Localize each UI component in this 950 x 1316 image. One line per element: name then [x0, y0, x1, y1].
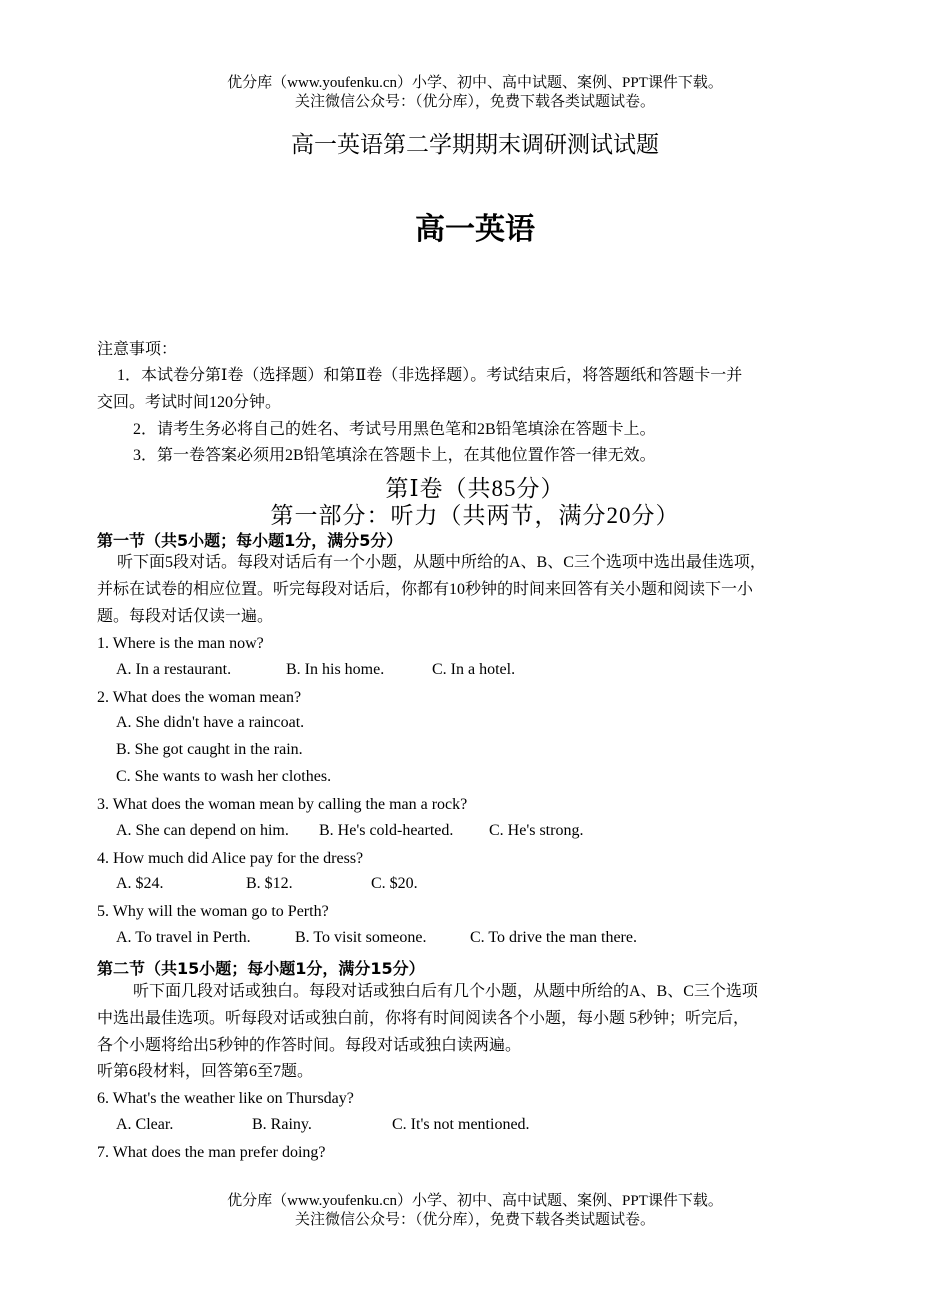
part-title: 第一部分：听力（共两节，满分20分）	[270, 503, 680, 528]
question-4-option-a: A. $24.	[116, 875, 164, 892]
question-1-option-c: C. In a hotel.	[432, 661, 516, 678]
footer-line-2: 关注微信公众号：（优分库），免费下载各类试题试卷。	[294, 1212, 655, 1228]
question-1-option-b: B. In his home.	[286, 661, 385, 678]
notes-item-3: 3．第一卷答案必须用2B铅笔填涂在答题卡上，在其他位置作答一律无效。	[133, 447, 656, 464]
question-3-option-a: A. She can depend on him.	[116, 822, 289, 839]
question-2: 2. What does the woman mean?	[97, 689, 302, 706]
question-2-option-a: A. She didn't have a raincoat.	[116, 714, 305, 731]
question-2-option-b: B. She got caught in the rain.	[116, 741, 303, 758]
notes-heading: 注意事项：	[97, 341, 178, 358]
question-3-option-b: B. He's cold-hearted.	[319, 822, 454, 839]
question-1-option-a: A. In a restaurant.	[116, 661, 232, 678]
subject-title: 高一英语	[415, 213, 535, 246]
header-line-1: 优分库（www.youfenku.cn）小学、初中、高中试题、案例、PPT课件下载。	[227, 75, 723, 91]
section-1-instruction-line-1: 听下面5段对话。每段对话后有一个小题，从题中所给的A、B、C三个选项中选出最佳选项，	[117, 554, 766, 571]
footer-line-1: 优分库（www.youfenku.cn）小学、初中、高中试题、案例、PPT课件下载。	[227, 1193, 723, 1209]
notes-item-2: 2．请考生务必将自己的姓名、考试号用黑色笔和2B铅笔填涂在答题卡上。	[133, 421, 656, 438]
exam-title: 高一英语第二学期期末调研测试试题	[291, 132, 659, 157]
question-4-option-b: B. $12.	[246, 875, 293, 892]
question-5: 5. Why will the woman go to Perth?	[97, 903, 329, 920]
notes-item-1-line-1: 1．本试卷分第Ⅰ卷（选择题）和第Ⅱ卷（非选择题）。考试结束后，将答题纸和答题卡一并	[117, 367, 743, 384]
notes-item-1-line-2: 交回。考试时间120分钟。	[97, 394, 282, 411]
section-1-instruction-line-2: 并标在试卷的相应位置。听完每段对话后，你都有10秒钟的时间来回答有关小题和阅读下一小	[97, 581, 754, 598]
question-6-option-c: C. It's not mentioned.	[392, 1116, 530, 1133]
question-5-option-a: A. To travel in Perth.	[116, 929, 251, 946]
question-1: 1. Where is the man now?	[97, 635, 264, 652]
question-5-option-b: B. To visit someone.	[295, 929, 427, 946]
section-1-instruction-line-3: 题。每段对话仅读一遍。	[97, 608, 274, 625]
section-2-instruction-line-3: 各个小题将给出5秒钟的作答时间。每段对话或独白读两遍。	[97, 1037, 522, 1054]
volume-title: 第Ⅰ卷（共85分）	[385, 476, 565, 501]
section-1-heading: 第一节（共5小题；每小题1分，满分5分）	[97, 531, 403, 550]
question-6: 6. What's the weather like on Thursday?	[97, 1090, 354, 1107]
question-3-option-c: C. He's strong.	[489, 822, 584, 839]
section-2-instruction-line-1: 听下面几段对话或独白。每段对话或独白后有几个小题，从题中所给的A、B、C三个选项	[133, 983, 758, 1000]
question-6-option-b: B. Rainy.	[252, 1116, 312, 1133]
material-6-instruction: 听第6段材料，回答第6至7题。	[97, 1063, 314, 1080]
header-line-2: 关注微信公众号：（优分库），免费下载各类试题试卷。	[294, 94, 655, 110]
question-7: 7. What does the man prefer doing?	[97, 1144, 326, 1161]
question-6-option-a: A. Clear.	[116, 1116, 174, 1133]
question-5-option-c: C. To drive the man there.	[470, 929, 637, 946]
question-2-option-c: C. She wants to wash her clothes.	[116, 768, 332, 785]
section-2-heading: 第二节（共15小题；每小题1分，满分15分）	[97, 959, 425, 978]
question-3: 3. What does the woman mean by calling the man a rock?	[97, 796, 468, 813]
question-4: 4. How much did Alice pay for the dress?	[97, 850, 364, 867]
question-4-option-c: C. $20.	[371, 875, 418, 892]
section-2-instruction-line-2: 中选出最佳选项。听每段对话或独白前，你将有时间阅读各个小题，每小题 5秒钟；听完后，	[97, 1010, 750, 1027]
